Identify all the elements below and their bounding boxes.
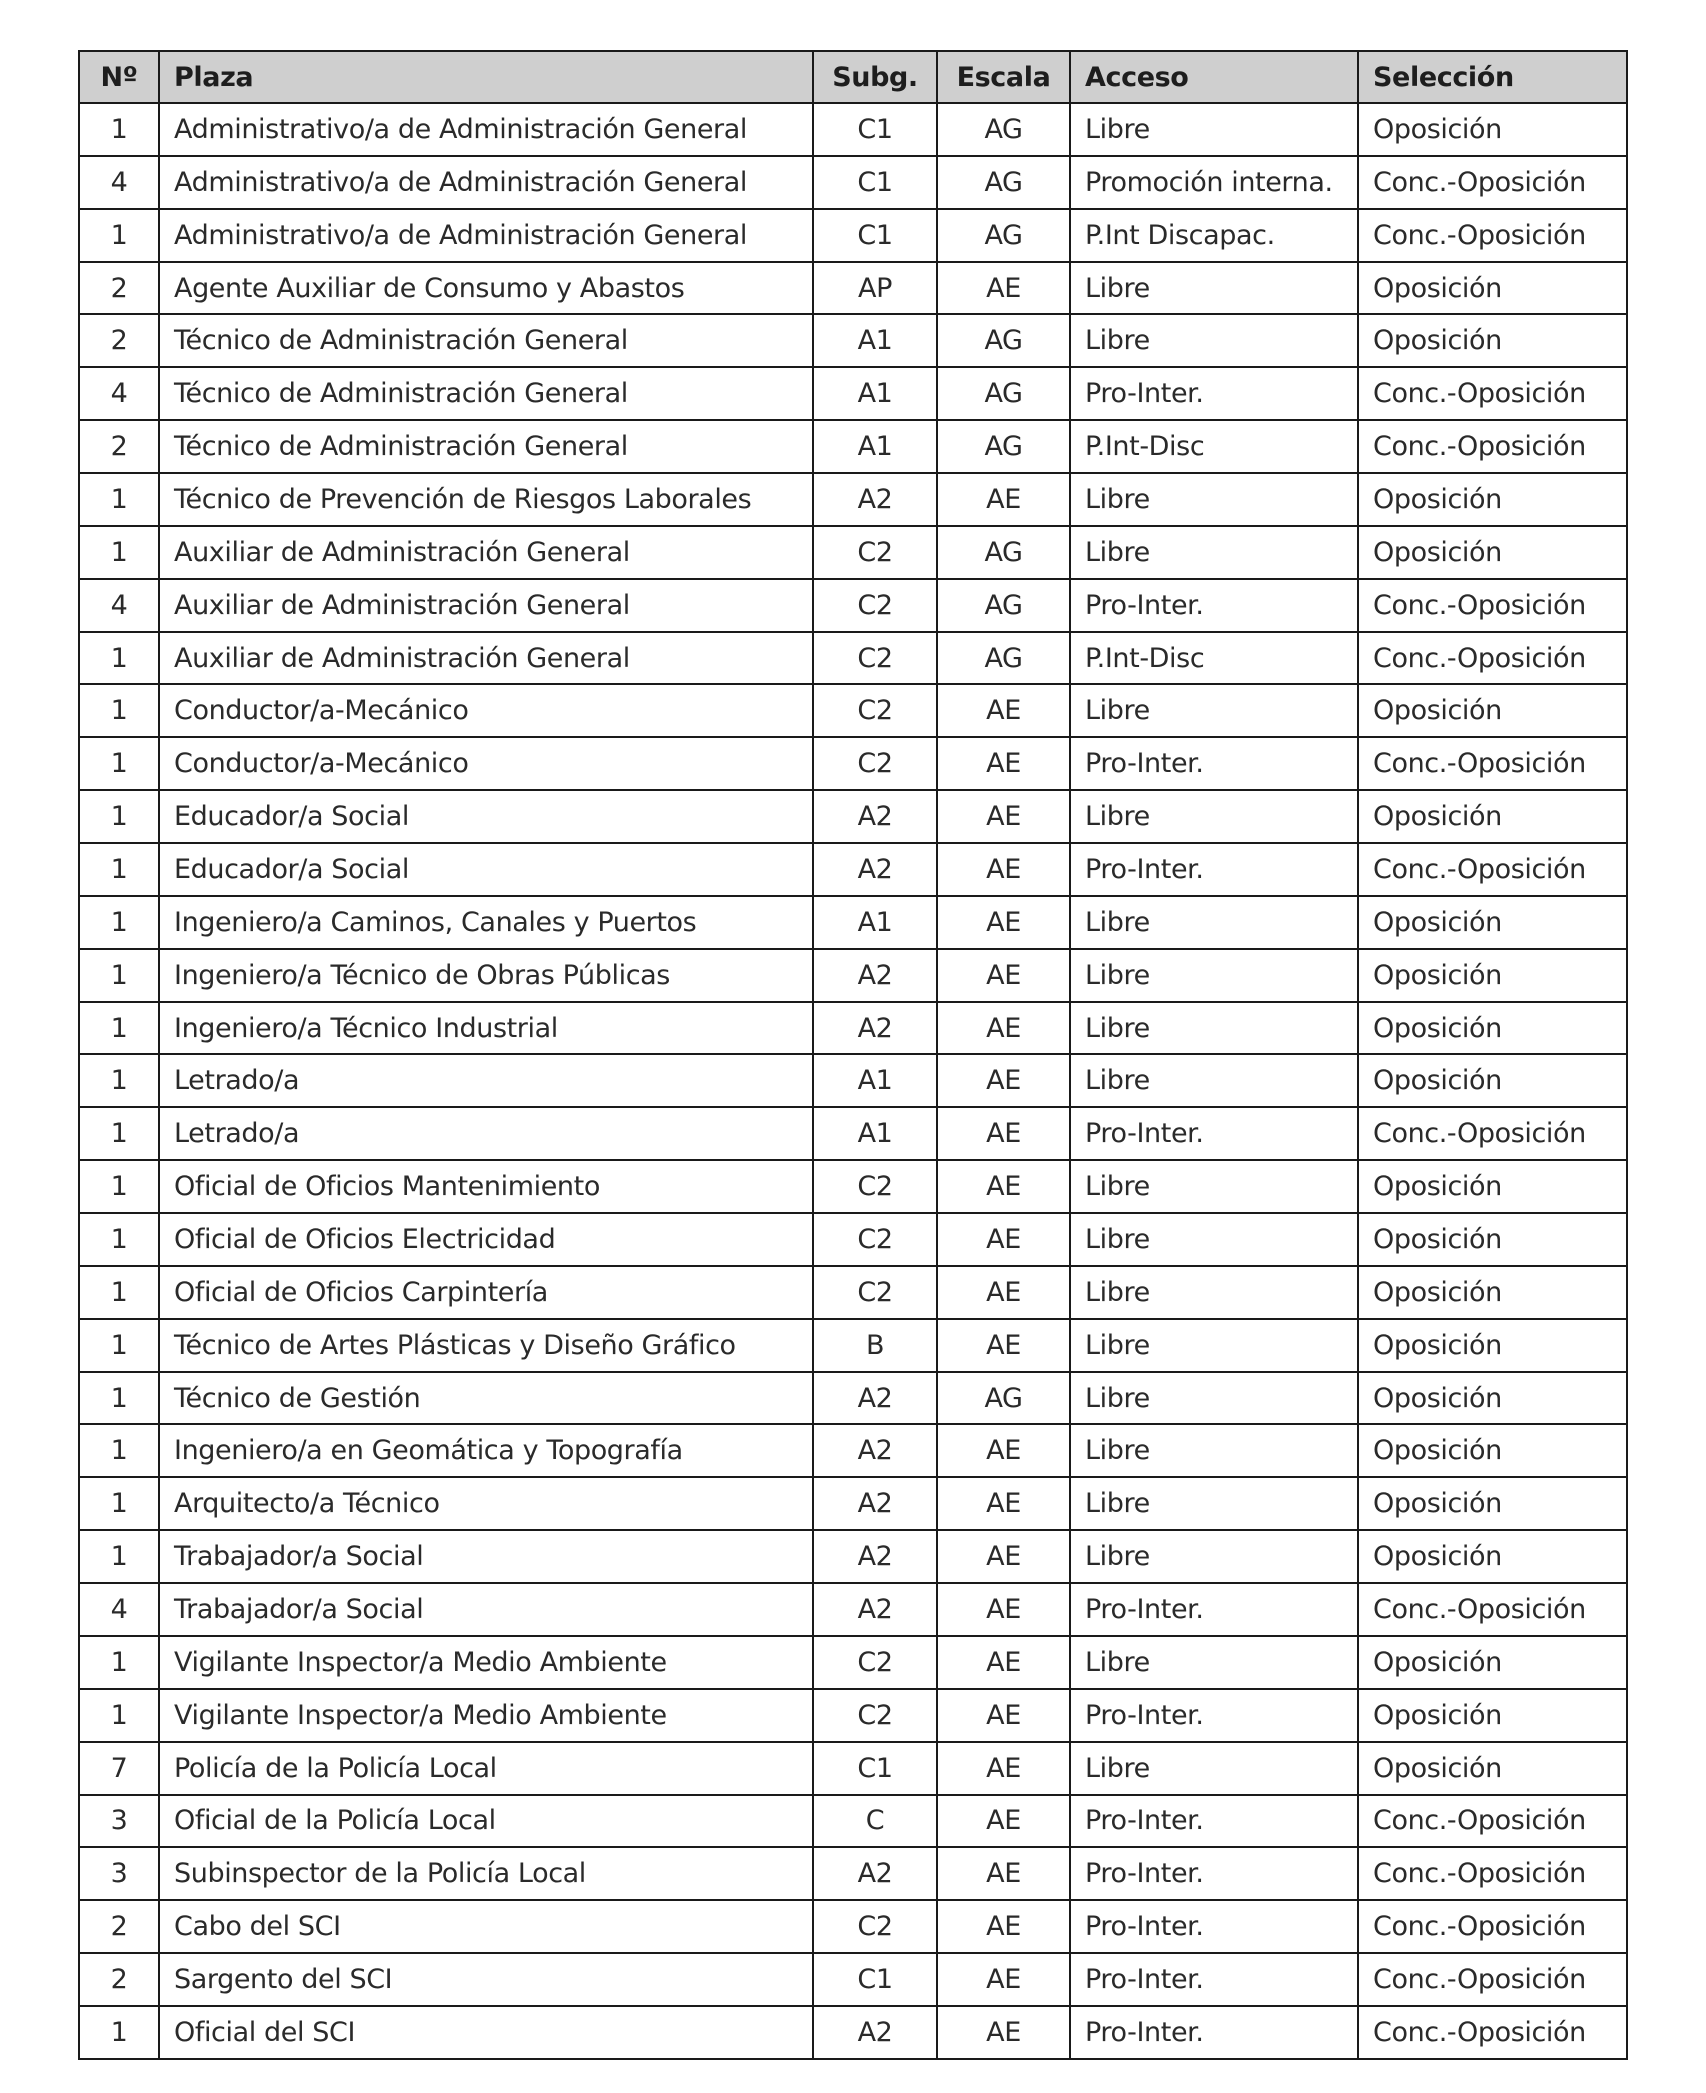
table-row xyxy=(79,1319,1627,1372)
cell-num: 1 xyxy=(79,1107,159,1160)
cell-subg: C2 xyxy=(813,1266,937,1319)
cell-acceso: Libre xyxy=(1070,1054,1358,1107)
cell-subg: C2 xyxy=(813,579,937,632)
table-row xyxy=(79,1530,1627,1583)
cell-num: 4 xyxy=(79,579,159,632)
table-row xyxy=(79,1213,1627,1266)
cell-num: 7 xyxy=(79,1742,159,1795)
cell-seleccion: Oposición xyxy=(1358,526,1627,579)
table-row xyxy=(79,1372,1627,1425)
cell-subg: A2 xyxy=(813,1583,937,1636)
cell-escala: AG xyxy=(937,632,1070,685)
cell-plaza: Oficial de Oficios Electricidad xyxy=(159,1213,813,1266)
cell-escala: AE xyxy=(937,1319,1070,1372)
table-row xyxy=(79,103,1627,156)
cell-acceso: Libre xyxy=(1070,790,1358,843)
cell-plaza: Conductor/a-Mecánico xyxy=(159,737,813,790)
cell-acceso: Libre xyxy=(1070,1372,1358,1425)
cell-plaza: Técnico de Prevención de Riesgos Laborales xyxy=(159,473,813,526)
cell-num: 1 xyxy=(79,632,159,685)
cell-num: 1 xyxy=(79,1160,159,1213)
cell-escala: AG xyxy=(937,314,1070,367)
cell-num: 3 xyxy=(79,1847,159,1900)
plazas-table xyxy=(78,50,1628,2060)
table-row xyxy=(79,420,1627,473)
cell-num: 1 xyxy=(79,1689,159,1742)
table-row xyxy=(79,737,1627,790)
cell-plaza: Vigilante Inspector/a Medio Ambiente xyxy=(159,1636,813,1689)
cell-acceso: Pro-Inter. xyxy=(1070,579,1358,632)
cell-seleccion: Oposición xyxy=(1358,1266,1627,1319)
cell-escala: AE xyxy=(937,1424,1070,1477)
cell-num: 4 xyxy=(79,1583,159,1636)
cell-num: 1 xyxy=(79,1530,159,1583)
cell-num: 1 xyxy=(79,473,159,526)
cell-acceso: Libre xyxy=(1070,526,1358,579)
cell-num: 1 xyxy=(79,2006,159,2059)
cell-seleccion: Oposición xyxy=(1358,896,1627,949)
cell-plaza: Administrativo/a de Administración General xyxy=(159,209,813,262)
cell-plaza: Agente Auxiliar de Consumo y Abastos xyxy=(159,262,813,315)
cell-plaza: Vigilante Inspector/a Medio Ambiente xyxy=(159,1689,813,1742)
cell-seleccion: Conc.-Oposición xyxy=(1358,420,1627,473)
table-row xyxy=(79,1266,1627,1319)
cell-escala: AE xyxy=(937,1847,1070,1900)
cell-subg: B xyxy=(813,1319,937,1372)
table-row xyxy=(79,2006,1627,2059)
cell-acceso: P.Int Discapac. xyxy=(1070,209,1358,262)
cell-num: 4 xyxy=(79,367,159,420)
table-row xyxy=(79,1107,1627,1160)
cell-seleccion: Oposición xyxy=(1358,1213,1627,1266)
cell-num: 1 xyxy=(79,1477,159,1530)
cell-num: 1 xyxy=(79,790,159,843)
cell-seleccion: Oposición xyxy=(1358,1689,1627,1742)
cell-plaza: Subinspector de la Policía Local xyxy=(159,1847,813,1900)
cell-escala: AE xyxy=(937,737,1070,790)
cell-acceso: Libre xyxy=(1070,1636,1358,1689)
cell-escala: AE xyxy=(937,684,1070,737)
cell-acceso: Libre xyxy=(1070,314,1358,367)
table-row xyxy=(79,473,1627,526)
header-escala: Escala xyxy=(937,51,1070,103)
cell-escala: AE xyxy=(937,1530,1070,1583)
cell-acceso: Pro-Inter. xyxy=(1070,1953,1358,2006)
table-row xyxy=(79,1583,1627,1636)
cell-subg: AP xyxy=(813,262,937,315)
cell-num: 1 xyxy=(79,684,159,737)
cell-plaza: Cabo del SCI xyxy=(159,1900,813,1953)
cell-escala: AG xyxy=(937,420,1070,473)
cell-plaza: Educador/a Social xyxy=(159,790,813,843)
document-sheet xyxy=(78,50,1628,2060)
cell-num: 1 xyxy=(79,1636,159,1689)
cell-subg: A2 xyxy=(813,843,937,896)
cell-acceso: Libre xyxy=(1070,1477,1358,1530)
cell-escala: AE xyxy=(937,1636,1070,1689)
header-plaza: Plaza xyxy=(159,51,813,103)
cell-escala: AE xyxy=(937,1477,1070,1530)
cell-acceso: Pro-Inter. xyxy=(1070,1107,1358,1160)
cell-acceso: Libre xyxy=(1070,262,1358,315)
cell-subg: C2 xyxy=(813,632,937,685)
table-row xyxy=(79,1160,1627,1213)
cell-num: 1 xyxy=(79,526,159,579)
cell-subg: A2 xyxy=(813,473,937,526)
cell-seleccion: Oposición xyxy=(1358,1424,1627,1477)
cell-seleccion: Oposición xyxy=(1358,1160,1627,1213)
header-seleccion: Selección xyxy=(1358,51,1627,103)
cell-plaza: Administrativo/a de Administración General xyxy=(159,103,813,156)
cell-seleccion: Conc.-Oposición xyxy=(1358,156,1627,209)
cell-plaza: Trabajador/a Social xyxy=(159,1583,813,1636)
cell-subg: A2 xyxy=(813,1424,937,1477)
cell-seleccion: Oposición xyxy=(1358,262,1627,315)
cell-subg: A2 xyxy=(813,790,937,843)
cell-acceso: Libre xyxy=(1070,949,1358,1002)
table-row xyxy=(79,843,1627,896)
cell-escala: AE xyxy=(937,896,1070,949)
cell-seleccion: Oposición xyxy=(1358,473,1627,526)
cell-subg: A2 xyxy=(813,1530,937,1583)
cell-subg: C2 xyxy=(813,1900,937,1953)
cell-num: 3 xyxy=(79,1795,159,1848)
cell-acceso: Pro-Inter. xyxy=(1070,1900,1358,1953)
cell-plaza: Administrativo/a de Administración General xyxy=(159,156,813,209)
cell-escala: AE xyxy=(937,843,1070,896)
cell-num: 2 xyxy=(79,420,159,473)
cell-acceso: Promoción interna. xyxy=(1070,156,1358,209)
cell-subg: A1 xyxy=(813,367,937,420)
cell-seleccion: Oposición xyxy=(1358,1477,1627,1530)
cell-plaza: Técnico de Artes Plásticas y Diseño Gráfico xyxy=(159,1319,813,1372)
table-row xyxy=(79,1636,1627,1689)
cell-num: 1 xyxy=(79,1054,159,1107)
cell-escala: AE xyxy=(937,473,1070,526)
cell-escala: AE xyxy=(937,949,1070,1002)
cell-num: 2 xyxy=(79,314,159,367)
table-row xyxy=(79,367,1627,420)
cell-seleccion: Conc.-Oposición xyxy=(1358,1583,1627,1636)
cell-plaza: Ingeniero/a Técnico Industrial xyxy=(159,1002,813,1055)
table-row xyxy=(79,1847,1627,1900)
cell-plaza: Ingeniero/a Caminos, Canales y Puertos xyxy=(159,896,813,949)
table-row xyxy=(79,1953,1627,2006)
cell-subg: C2 xyxy=(813,737,937,790)
cell-seleccion: Oposición xyxy=(1358,1636,1627,1689)
cell-seleccion: Conc.-Oposición xyxy=(1358,1900,1627,1953)
cell-num: 2 xyxy=(79,1900,159,1953)
table-row xyxy=(79,314,1627,367)
cell-acceso: Libre xyxy=(1070,1319,1358,1372)
cell-subg: C2 xyxy=(813,526,937,579)
header-row xyxy=(79,51,1627,103)
header-acceso: Acceso xyxy=(1070,51,1358,103)
table-row xyxy=(79,1900,1627,1953)
cell-acceso: Libre xyxy=(1070,473,1358,526)
cell-plaza: Trabajador/a Social xyxy=(159,1530,813,1583)
cell-num: 1 xyxy=(79,1424,159,1477)
cell-acceso: P.Int-Disc xyxy=(1070,420,1358,473)
cell-seleccion: Conc.-Oposición xyxy=(1358,843,1627,896)
cell-seleccion: Conc.-Oposición xyxy=(1358,1847,1627,1900)
table-row xyxy=(79,1002,1627,1055)
cell-plaza: Técnico de Administración General xyxy=(159,367,813,420)
cell-seleccion: Conc.-Oposición xyxy=(1358,737,1627,790)
cell-subg: A1 xyxy=(813,314,937,367)
table-header xyxy=(79,51,1627,103)
cell-acceso: Libre xyxy=(1070,103,1358,156)
cell-seleccion: Oposición xyxy=(1358,1742,1627,1795)
cell-plaza: Policía de la Policía Local xyxy=(159,1742,813,1795)
cell-acceso: Pro-Inter. xyxy=(1070,1583,1358,1636)
cell-escala: AE xyxy=(937,1742,1070,1795)
cell-acceso: Pro-Inter. xyxy=(1070,1689,1358,1742)
cell-num: 2 xyxy=(79,1953,159,2006)
cell-escala: AE xyxy=(937,1160,1070,1213)
cell-plaza: Ingeniero/a Técnico de Obras Públicas xyxy=(159,949,813,1002)
cell-escala: AE xyxy=(937,1107,1070,1160)
table-row xyxy=(79,1054,1627,1107)
cell-seleccion: Oposición xyxy=(1358,1372,1627,1425)
cell-seleccion: Oposición xyxy=(1358,1054,1627,1107)
cell-plaza: Sargento del SCI xyxy=(159,1953,813,2006)
cell-num: 1 xyxy=(79,737,159,790)
cell-escala: AE xyxy=(937,790,1070,843)
cell-num: 1 xyxy=(79,1372,159,1425)
cell-subg: C1 xyxy=(813,103,937,156)
cell-acceso: Libre xyxy=(1070,1160,1358,1213)
cell-seleccion: Oposición xyxy=(1358,314,1627,367)
cell-plaza: Letrado/a xyxy=(159,1054,813,1107)
table-row xyxy=(79,684,1627,737)
cell-subg: A1 xyxy=(813,896,937,949)
cell-seleccion: Conc.-Oposición xyxy=(1358,209,1627,262)
cell-plaza: Auxiliar de Administración General xyxy=(159,579,813,632)
table-row xyxy=(79,209,1627,262)
cell-seleccion: Oposición xyxy=(1358,1319,1627,1372)
cell-num: 1 xyxy=(79,103,159,156)
cell-acceso: P.Int-Disc xyxy=(1070,632,1358,685)
cell-escala: AE xyxy=(937,1795,1070,1848)
cell-num: 1 xyxy=(79,896,159,949)
cell-acceso: Libre xyxy=(1070,1530,1358,1583)
cell-num: 1 xyxy=(79,1266,159,1319)
cell-seleccion: Conc.-Oposición xyxy=(1358,2006,1627,2059)
header-subg: Subg. xyxy=(813,51,937,103)
cell-seleccion: Oposición xyxy=(1358,1530,1627,1583)
cell-plaza: Conductor/a-Mecánico xyxy=(159,684,813,737)
table-row xyxy=(79,632,1627,685)
cell-subg: A2 xyxy=(813,1847,937,1900)
cell-subg: C2 xyxy=(813,1213,937,1266)
table-row xyxy=(79,1795,1627,1848)
cell-acceso: Pro-Inter. xyxy=(1070,2006,1358,2059)
cell-acceso: Pro-Inter. xyxy=(1070,367,1358,420)
cell-subg: C1 xyxy=(813,209,937,262)
table-row xyxy=(79,790,1627,843)
cell-plaza: Ingeniero/a en Geomática y Topografía xyxy=(159,1424,813,1477)
cell-seleccion: Oposición xyxy=(1358,949,1627,1002)
table-row xyxy=(79,526,1627,579)
cell-escala: AE xyxy=(937,1213,1070,1266)
cell-num: 4 xyxy=(79,156,159,209)
cell-seleccion: Conc.-Oposición xyxy=(1358,367,1627,420)
cell-subg: A2 xyxy=(813,2006,937,2059)
cell-subg: C2 xyxy=(813,1689,937,1742)
cell-escala: AE xyxy=(937,1054,1070,1107)
cell-seleccion: Oposición xyxy=(1358,790,1627,843)
cell-acceso: Pro-Inter. xyxy=(1070,843,1358,896)
cell-seleccion: Conc.-Oposición xyxy=(1358,579,1627,632)
cell-acceso: Pro-Inter. xyxy=(1070,1847,1358,1900)
cell-seleccion: Conc.-Oposición xyxy=(1358,1107,1627,1160)
cell-plaza: Educador/a Social xyxy=(159,843,813,896)
table-body xyxy=(79,103,1627,2059)
cell-plaza: Técnico de Gestión xyxy=(159,1372,813,1425)
cell-escala: AE xyxy=(937,262,1070,315)
cell-plaza: Letrado/a xyxy=(159,1107,813,1160)
header-num: Nº xyxy=(79,51,159,103)
table-row xyxy=(79,1742,1627,1795)
table-row xyxy=(79,262,1627,315)
table-row xyxy=(79,896,1627,949)
cell-escala: AG xyxy=(937,103,1070,156)
cell-escala: AG xyxy=(937,1372,1070,1425)
cell-seleccion: Conc.-Oposición xyxy=(1358,1953,1627,2006)
table-row xyxy=(79,1424,1627,1477)
cell-num: 2 xyxy=(79,262,159,315)
cell-subg: A1 xyxy=(813,1107,937,1160)
table-row xyxy=(79,579,1627,632)
cell-num: 1 xyxy=(79,949,159,1002)
cell-seleccion: Oposición xyxy=(1358,1002,1627,1055)
table-row xyxy=(79,1689,1627,1742)
cell-seleccion: Oposición xyxy=(1358,684,1627,737)
cell-escala: AG xyxy=(937,209,1070,262)
cell-plaza: Auxiliar de Administración General xyxy=(159,526,813,579)
cell-acceso: Pro-Inter. xyxy=(1070,1795,1358,1848)
table-row xyxy=(79,1477,1627,1530)
cell-acceso: Libre xyxy=(1070,1742,1358,1795)
cell-plaza: Técnico de Administración General xyxy=(159,314,813,367)
cell-plaza: Oficial del SCI xyxy=(159,2006,813,2059)
cell-subg: C2 xyxy=(813,1636,937,1689)
cell-subg: C1 xyxy=(813,156,937,209)
cell-seleccion: Conc.-Oposición xyxy=(1358,1795,1627,1848)
cell-escala: AG xyxy=(937,579,1070,632)
cell-acceso: Libre xyxy=(1070,1213,1358,1266)
cell-acceso: Libre xyxy=(1070,1266,1358,1319)
table-row xyxy=(79,156,1627,209)
cell-acceso: Pro-Inter. xyxy=(1070,737,1358,790)
cell-num: 1 xyxy=(79,1319,159,1372)
cell-escala: AE xyxy=(937,2006,1070,2059)
cell-escala: AG xyxy=(937,526,1070,579)
cell-escala: AE xyxy=(937,1689,1070,1742)
cell-subg: A2 xyxy=(813,1477,937,1530)
cell-seleccion: Oposición xyxy=(1358,103,1627,156)
cell-acceso: Libre xyxy=(1070,1002,1358,1055)
cell-plaza: Oficial de Oficios Carpintería xyxy=(159,1266,813,1319)
cell-subg: A2 xyxy=(813,1002,937,1055)
cell-escala: AE xyxy=(937,1002,1070,1055)
cell-subg: A2 xyxy=(813,1372,937,1425)
cell-plaza: Auxiliar de Administración General xyxy=(159,632,813,685)
cell-subg: C xyxy=(813,1795,937,1848)
cell-subg: C1 xyxy=(813,1742,937,1795)
cell-num: 1 xyxy=(79,209,159,262)
cell-plaza: Oficial de Oficios Mantenimiento xyxy=(159,1160,813,1213)
cell-subg: A2 xyxy=(813,949,937,1002)
cell-seleccion: Conc.-Oposición xyxy=(1358,632,1627,685)
cell-acceso: Libre xyxy=(1070,896,1358,949)
cell-acceso: Libre xyxy=(1070,684,1358,737)
table-row xyxy=(79,949,1627,1002)
cell-acceso: Libre xyxy=(1070,1424,1358,1477)
cell-plaza: Oficial de la Policía Local xyxy=(159,1795,813,1848)
cell-num: 1 xyxy=(79,1213,159,1266)
cell-num: 1 xyxy=(79,843,159,896)
cell-subg: C2 xyxy=(813,684,937,737)
cell-subg: C2 xyxy=(813,1160,937,1213)
cell-plaza: Arquitecto/a Técnico xyxy=(159,1477,813,1530)
cell-escala: AG xyxy=(937,156,1070,209)
cell-escala: AG xyxy=(937,367,1070,420)
cell-subg: A1 xyxy=(813,1054,937,1107)
cell-subg: A1 xyxy=(813,420,937,473)
cell-escala: AE xyxy=(937,1900,1070,1953)
cell-plaza: Técnico de Administración General xyxy=(159,420,813,473)
cell-escala: AE xyxy=(937,1583,1070,1636)
cell-num: 1 xyxy=(79,1002,159,1055)
cell-escala: AE xyxy=(937,1266,1070,1319)
cell-subg: C1 xyxy=(813,1953,937,2006)
cell-escala: AE xyxy=(937,1953,1070,2006)
